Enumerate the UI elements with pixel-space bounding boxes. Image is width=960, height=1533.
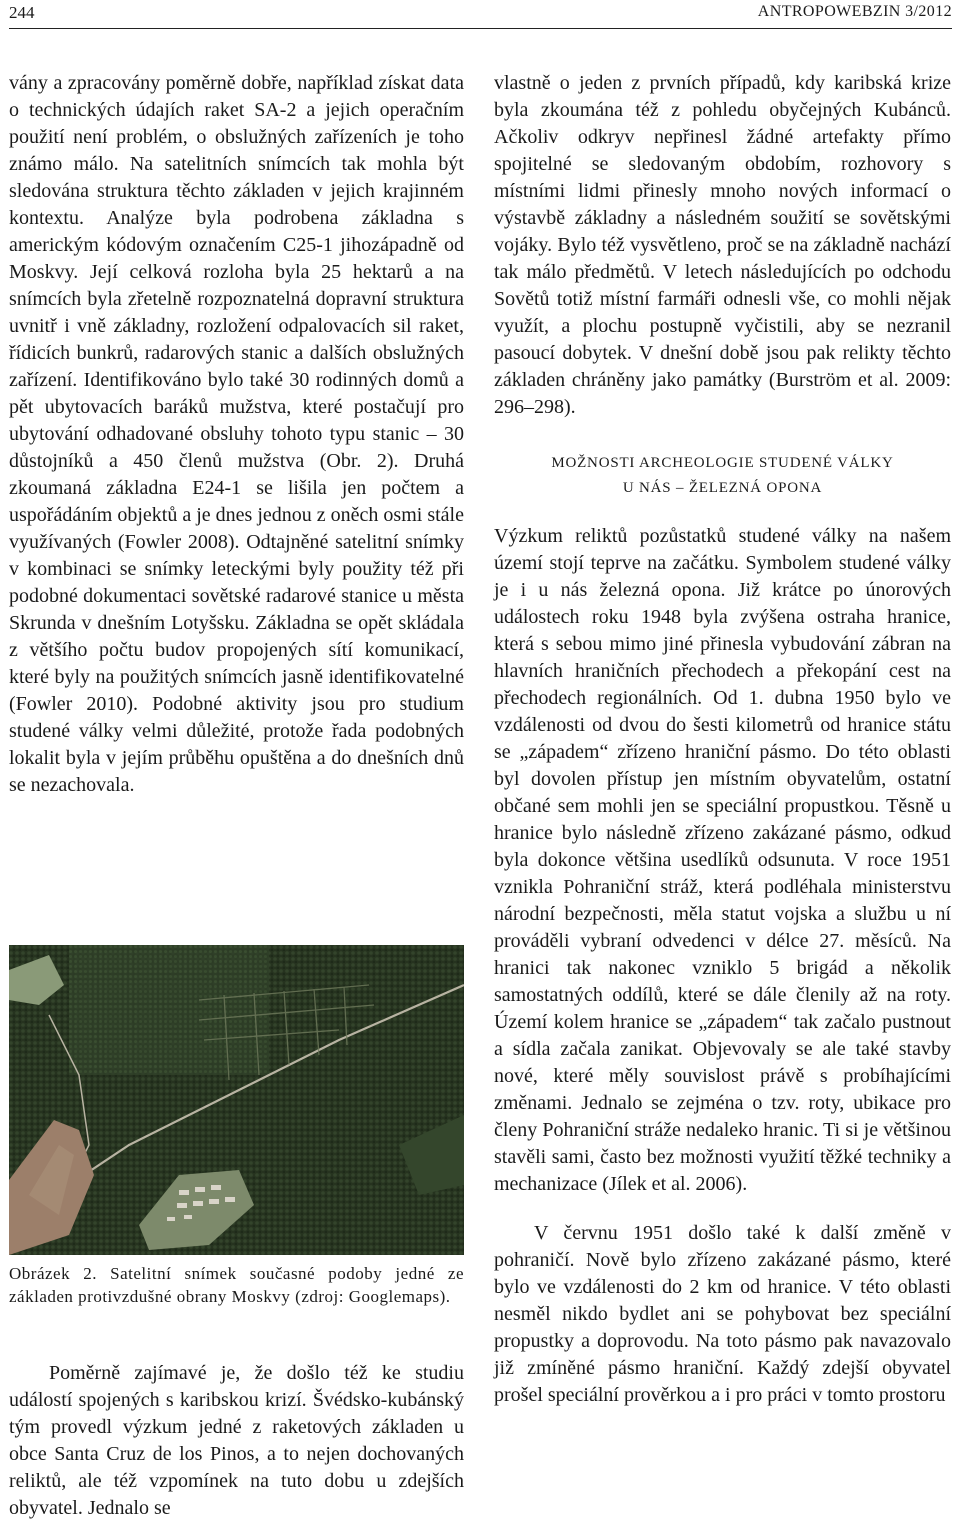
page-number: 244 xyxy=(9,3,35,22)
right-paragraph-2: Výzkum reliktů pozůstatků studené války na našem území stojí teprve na začátku. Symbolem studené války je i u nás železná opona. Již krátce po únorových událostech roku 1948 byla zvýšena ostraha hranice, která s sebou mimo jiné přinesla vybudování zábran na hlavních hraničních přechodech a překopání cest na přechodech regionálních. Od 1. dubna 1950 bylo ve vzdálenosti od dvou do šesti kilometrů od hranice státu se „západem“ zřízeno hraniční pásmo. Do této oblasti byl dovolen přístup jen místním obyvatelům, ostatní občané sem mohli jen se speciální propustkou. Těsně u hranice bylo následně zřízeno zakázané pásmo, odkud byla dokonce většina usedlíků odsunuta. V roce 1951 vznikla Pohraniční stráž, která podléhala ministerstvu národní bezpečnosti, měla statut vojska a službu u ní prováděli vybraní odvedenci v délce 27. měsíců. Na hranici tak nakonec vzniklo 5 brigád a několik samostatných oddílů, které se dále členily až na roty. Území kolem hranice se „západem“ tak začalo pustnout a sídla začala zanikat. Objevovaly se ale také stavby nové, které měly souvislost právě s probíhajícími změnami. Jednalo se zejména o tzv. roty, ubikace pro členy Pohraniční stráže nedaleko hranic. Ti si je většinou stavěli sami, často bez možnosti využití těžké techniky a mechanizace (Jílek et al. 2006). xyxy=(494,525,951,1195)
left-column xyxy=(9,70,464,799)
header-rule xyxy=(9,28,952,29)
left-paragraph-1: vány a zpracovány poměrně dobře, například získat data o technických údajích raket SA-2 a jejich operačním použití není problém, o obslužných zařízeních je toho známo málo. Na satelitních snímcích tak mohla být sledována struktura těchto základen v jejich krajinném kontextu. Analýze byla podrobena základna s americkým kódovým označením C25-1 jihozápadně od Moskvy. Její celková rozloha byla 25 hektarů a na snímcích byla zřetelně rozpoznatelná dopravní struktura uvnitř i vně základny, rozložení odpalovacích sil raket, řídicích bunkrů, radarových stanic a dalších obslužných zařízení. Identifikováno bylo také 30 rodinných domů a pět ubytovacích baráků mužstva, které postačují pro ubytování odhadované obsluhy tohoto typu stanic – 30 důstojníků a 450 členů mužstva (Obr. 2). Druhá zkoumaná základna E24-1 se lišila jen počtem a uspořádáním objektů a je dnes jednou z oněch osmi stále využívaných (Fowler 2008). Odtajněné satelitní snímky v kombinaci se snímky leteckými byly použity též při podobné dokumentaci sovětské radarové stanice u města Skrunda v dnešním Lotyšsku. Základna se opět skládala z většího počtu budov propojených sítí komunikací, které byly na použitých snímcích jasně identifikovatelné (Fowler 2010). Podobné aktivity jsou pro studium studené války velmi důležité, protože řada podobných lokalit byla v jejím průběhu opuštěna a do dnešních dnů se nezachovala. xyxy=(9,72,464,796)
section-heading xyxy=(494,451,951,501)
right-paragraph-3: V červnu 1951 došlo také k další změně v pohraničí. Nově bylo zřízeno zakázané pásmo, které bylo ve vzdálenosti do 2 km od hranice. V této oblasti nesměl nikdo bydlet ani se pohybovat bez speciální propustky a doprovodu. Na toto pásmo pak navazovalo již zmíněné pásmo hraniční. Každý zdejší obyvatel prošel speciální prověrkou a i pro práci v tomto prostoru xyxy=(494,1222,951,1406)
left-paragraph-2-container xyxy=(9,1360,464,1522)
figure-caption: Obrázek 2. Satelitní snímek současné podoby jedné ze základen protivzdušné obrany Moskvy (zdroj: Googlemaps). xyxy=(9,1264,464,1306)
section-heading-line1: MOŽNOSTI ARCHEOLOGIE STUDENÉ VÁLKY xyxy=(551,455,894,471)
figure-satellite-image xyxy=(9,945,464,1255)
right-paragraph-1: vlastně o jeden z prvních případů, kdy karibská krize byla zkoumána též z pohledu obyčejných Kubánců. Ačkoliv odkryv nepřinesl žádné artefakty přímo spojitelné se sledovaným obdobím, rozhovory s místními lidmi přinesly mnoho nových informací o výstavbě základny a následném soužití se sovětskými vojáky. Bylo též vysvětleno, proč se na základně nachází tak málo předmětů. V letech následujících po odchodu Sovětů totiž místní farmáři odnesli vše, co mohli nějak využít, a plochu postupně vyčistili, aby se nezranil pasoucí dobytek. V dnešní době jsou pak relikty těchto základen chráněny jako památky (Burström et al. 2009: 296–298). xyxy=(494,72,951,418)
journal-name: ANTROPOWEBZIN 3/2012 xyxy=(757,3,952,20)
paragraph-spacer xyxy=(494,1198,951,1220)
page-header xyxy=(0,0,960,26)
section-heading-line2: U NÁS – ŽELEZNÁ OPONA xyxy=(622,480,823,496)
left-paragraph-2: Poměrně zajímavé je, že došlo též ke studiu událostí spojených s karibskou krizí. Švédsko-kubánský tým provedl výzkum jedné z raketových základen u obce Santa Cruz de los Pinos, a to nejen dochovaných reliktů, ale též vzpomínek na tuto dobu u zdejších obyvatel. Jednalo se xyxy=(9,1362,464,1519)
right-column xyxy=(494,70,951,1409)
satellite-image-icon xyxy=(9,945,464,1255)
